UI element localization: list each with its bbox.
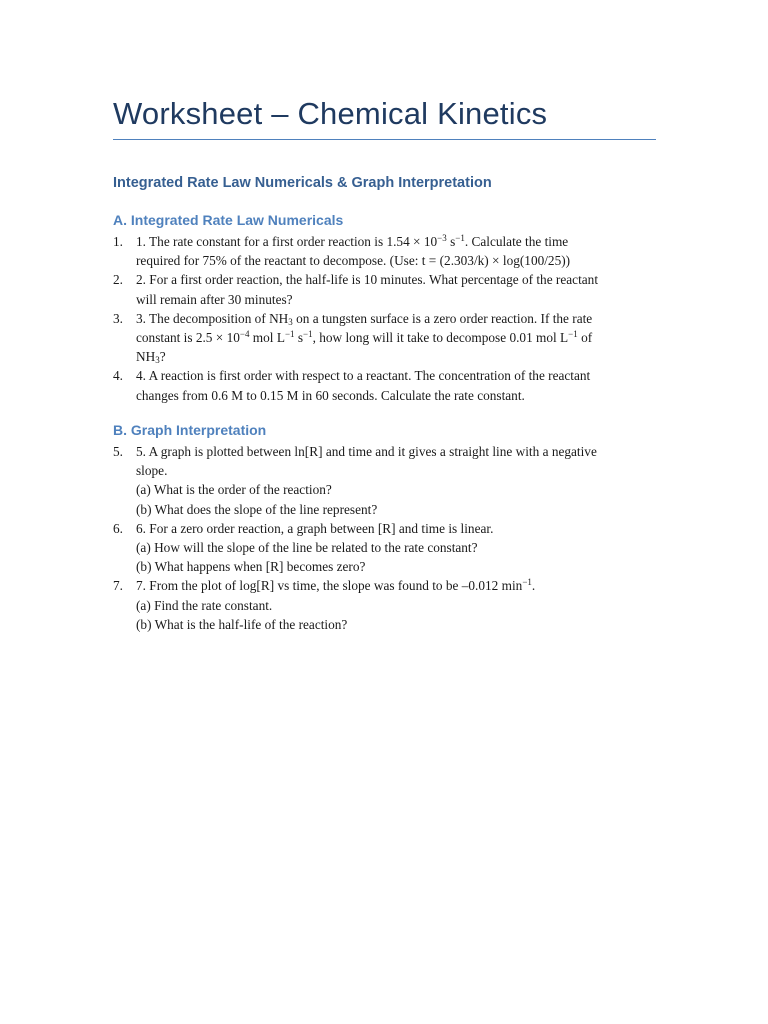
text-run: s [446,234,456,249]
text-run: 6. For a zero order reaction, a graph between [R] and time is linear. [136,520,494,536]
text-run: (b) What is the half-life of the reaction? [136,616,348,632]
question-text-line [136,500,658,519]
subscript: 3 [155,355,160,366]
superscript: −1 [284,329,295,340]
superscript: −1 [568,329,578,340]
question-text-line [136,615,658,634]
question-item [113,309,658,367]
question-number: 2. [113,272,123,288]
text-run: (b) What happens when [R] becomes zero? [136,559,366,575]
question-text-line [136,309,658,328]
superscript: −4 [239,329,250,340]
superscript: −3 [437,233,447,243]
question-text-line [136,480,658,499]
question-text-line [136,461,658,480]
question-list-b [113,442,658,634]
question-text-line [136,538,658,557]
question-text-line [136,557,658,576]
text-run: ? [159,349,166,365]
superscript: −1 [303,329,313,340]
question-list-a [113,232,658,405]
question-item [113,366,658,404]
question-number: 6. [113,520,123,536]
text-run: on a tungsten surface is a zero order reaction. If the rate [292,310,593,326]
section-heading-b: B. Graph Interpretation [113,422,267,438]
text-run: s [294,330,304,346]
text-run: (a) How will the slope of the line be related to the rate constant? [136,540,478,556]
question-number: 1. [113,234,123,249]
subscript: 3 [288,316,293,327]
page-subtitle: Integrated Rate Law Numericals & Graph Interpretation [113,175,492,191]
text-run: slope. [136,463,168,479]
question-number: 4. [113,368,123,384]
text-run: of [577,330,593,346]
text-run: 3. The decomposition of NH [136,310,289,326]
question-text-line [136,442,658,461]
question-text-line [136,270,658,289]
text-run: will remain after 30 minutes? [136,291,293,307]
question-text-line [136,366,658,385]
text-run: , how long will it take to decompose 0.01 mol L [312,330,569,346]
text-run: (a) What is the order of the reaction? [136,482,332,498]
text-run: . Calculate the time [464,234,569,249]
text-run: mol L [249,330,285,346]
question-text-line [136,232,658,251]
text-run: required for 75% of the reactant to decompose. (Use: t = (2.303/k) × log(100/25)) [136,253,571,269]
question-text-line [136,328,658,347]
text-run: NH [136,349,156,365]
text-run: constant is 2.5 × 10 [136,330,240,346]
text-run: 2. For a first order reaction, the half-life is 10 minutes. What percentage of the reactant [136,272,599,288]
superscript: −1 [455,233,465,243]
question-number: 3. [113,310,123,326]
title-divider [113,139,656,140]
superscript: −1 [522,577,532,588]
text-run: (b) What does the slope of the line represent? [136,501,378,517]
question-item [113,576,658,634]
text-run: 7. From the plot of log[R] vs time, the slope was found to be –0.012 min [136,578,523,594]
question-text-line [136,386,658,405]
question-item [113,270,658,308]
text-run: changes from 0.6 M to 0.15 M in 60 seconds. Calculate the rate constant. [136,387,525,403]
text-run: 5. A graph is plotted between ln[R] and time and it gives a straight line with a negative [136,444,597,459]
section-heading-a: A. Integrated Rate Law Numericals [113,212,344,228]
question-text-line [136,596,658,615]
page-title: Worksheet – Chemical Kinetics [113,96,548,131]
question-text-line [136,251,658,270]
question-item [113,442,658,519]
question-text-line [136,290,658,309]
question-item [113,519,658,577]
text-run: 1. The rate constant for a first order reaction is 1.54 × 10 [136,234,438,249]
text-run: . [531,578,536,594]
question-text-line [136,519,658,538]
question-text-line [136,576,658,595]
question-number: 7. [113,578,123,594]
text-run: (a) Find the rate constant. [136,597,273,613]
question-text-line [136,347,658,366]
text-run: 4. A reaction is first order with respect to a reactant. The concentration of the reactant [136,368,591,384]
question-number: 5. [113,444,123,459]
question-item [113,232,658,270]
